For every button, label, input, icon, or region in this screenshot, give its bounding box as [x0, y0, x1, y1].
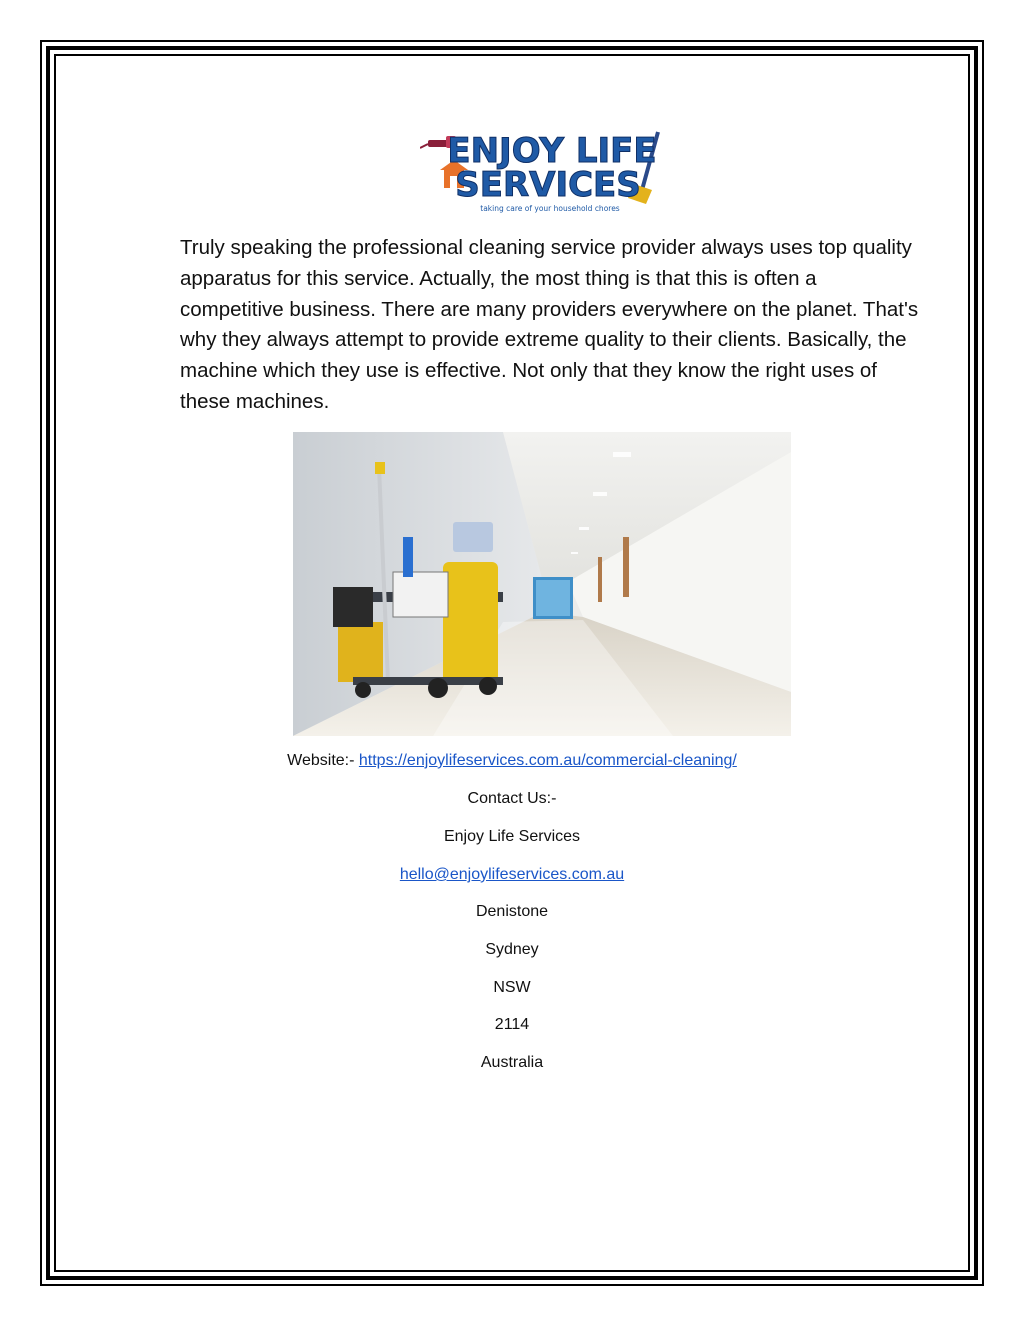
contact-us-label: Contact Us:- — [467, 790, 557, 807]
address-country: Australia — [480, 1054, 544, 1071]
company-name: Enjoy Life Services — [443, 828, 581, 845]
logo-tagline: taking care of your household chores — [480, 204, 620, 213]
cleaning-cart-hallway-photo — [293, 432, 791, 736]
address-state: NSW — [493, 979, 531, 996]
email-line — [0, 866, 1024, 884]
website-label: Website:- — [287, 752, 355, 769]
enjoy-life-services-logo — [420, 118, 668, 216]
intro-paragraph: Truly speaking the professional cleaning service provider always uses top quality apparatus for this service. Actually, the most thing is that this is often a competitive business. There are many providers everywhere on the planet. That's why they always attempt to provide extreme quality to their clients. Basically, the machine which they use is effective. Not only that they know the right uses of these machines. — [180, 236, 919, 413]
address-postcode: 2114 — [494, 1016, 530, 1033]
logo-line-2: SERVICES — [455, 165, 641, 205]
website-link[interactable]: https://enjoylifeservices.com.au/commercial-cleaning/ — [358, 752, 737, 769]
address-city: Sydney — [485, 941, 539, 958]
logo-line-1: ENJOY LIFE — [447, 131, 657, 171]
address-suburb: Denistone — [475, 903, 549, 920]
email-link[interactable]: hello@enjoylifeservices.com.au — [399, 866, 625, 883]
website-line — [0, 752, 1024, 770]
